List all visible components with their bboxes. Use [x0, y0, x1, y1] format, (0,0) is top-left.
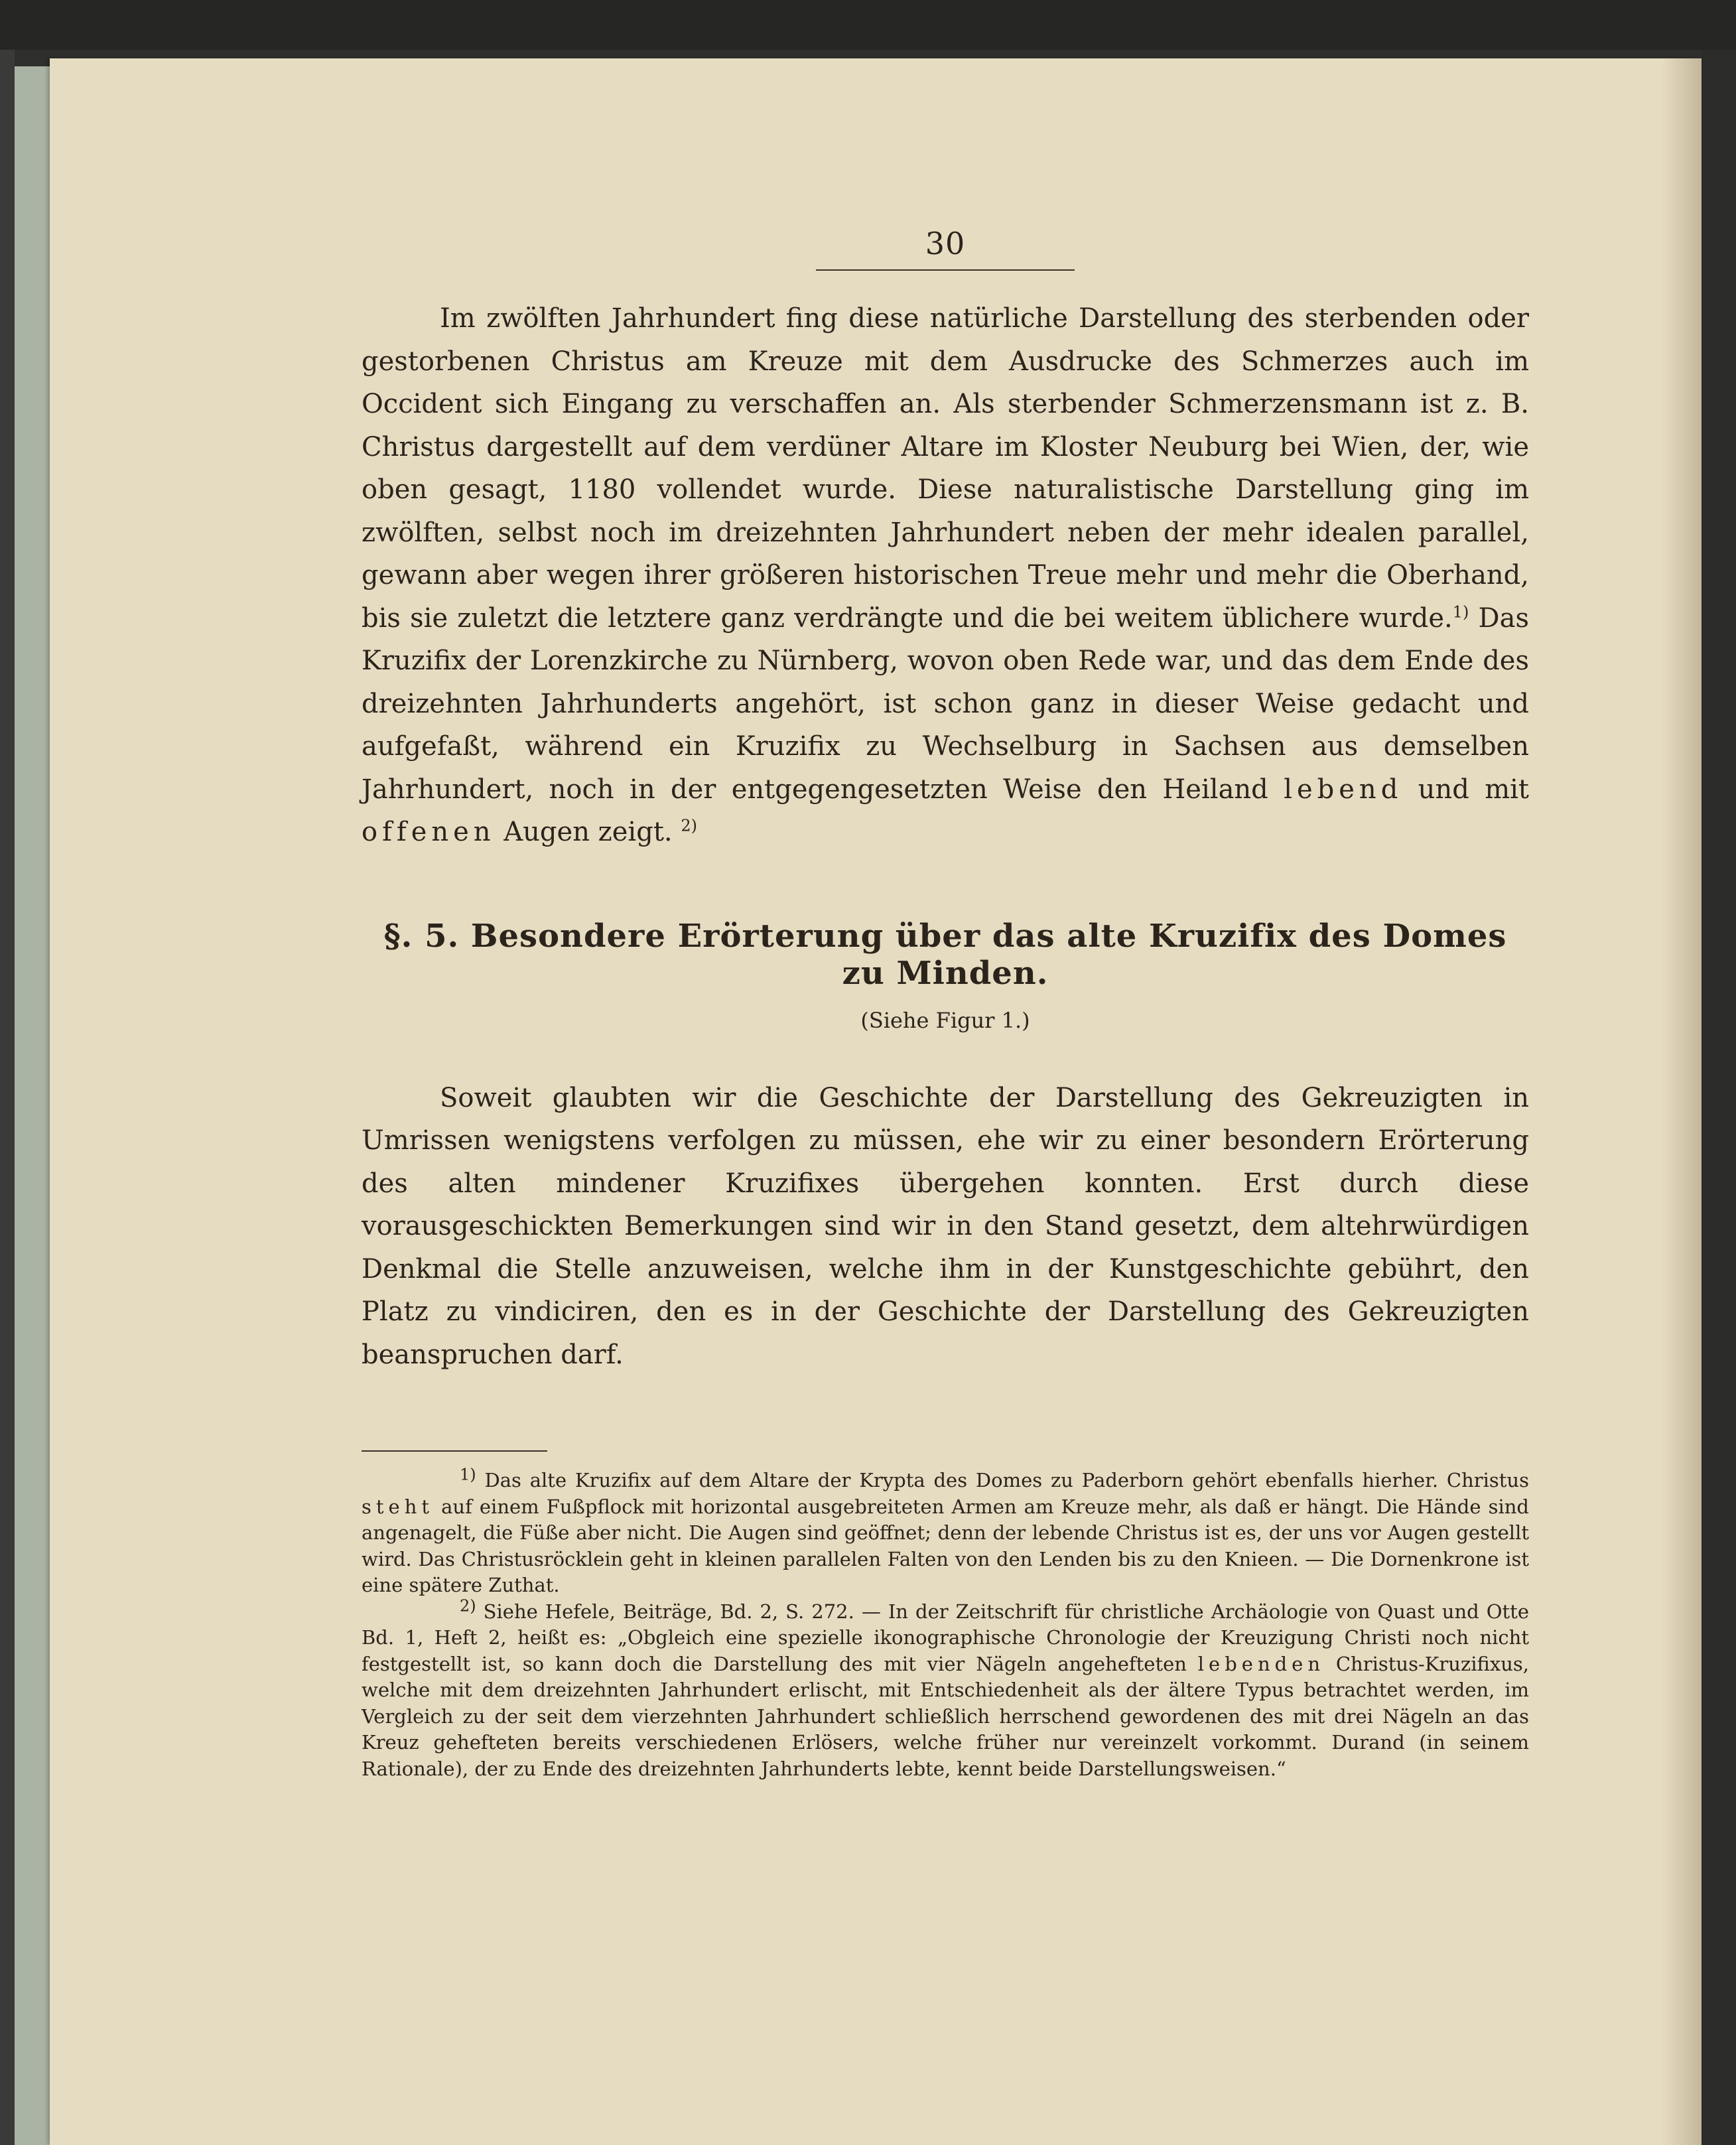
page-number: 30	[925, 226, 966, 261]
paragraph-1-text-b: Das Kruzifix der Lorenzkirche zu Nürnberg, wovon oben Rede war, und das dem Ende des dreizehnten Jahrhunderts angehört, ist schon ganz in dieser Weise gedacht und aufgefaßt, während ein Kruzifix zu Wechselburg in Sachsen aus demselben Jahrhundert, noch in der entgegengesetzten Weise den Heiland	[362, 602, 1529, 805]
footnote-2-marker: 2)	[460, 1596, 476, 1615]
paragraph-2	[362, 1077, 1529, 1377]
section-subheading: (Siehe Figur 1.)	[860, 1007, 1030, 1033]
footnote-rule	[362, 1450, 547, 1452]
footnote-2	[362, 1596, 1529, 1783]
spaced-word-steht: steht	[362, 1495, 434, 1518]
paragraph-1-text-d: Augen zeigt.	[495, 817, 673, 847]
backing-board-edge	[15, 66, 54, 2145]
scan-background-left	[0, 50, 15, 2145]
footnote-2-text-a: Siehe Hefele, Beiträge, Bd. 2, S. 272. — In der Zeitschrift für christliche Archäologie von Quast und Otte Bd. 1, Heft 2, heißt es: „Obgleich eine spezielle ikonographische Chronologie der Kreuzigung Christi noch nicht festgestellt ist, so kann doch die Darstellung des mit vier Nägeln angehefteten	[362, 1600, 1529, 1675]
footnote-1-text-b: auf einem Fußpflock mit horizontal ausgebreiteten Armen am Kreuze mehr, als daß er hängt. Die Hände sind angenagelt, die Füße aber nicht. Die Augen sind geöffnet; denn der lebende Christus ist es, der uns vor Augen gestellt wird. Das Christusröcklein geht in kleinen parallelen Falten von den Lenden bis zu den Knieen. — Die Dornenkrone ist eine spätere Zuthat.	[362, 1495, 1529, 1596]
scan-background-right	[1702, 50, 1736, 2145]
page-content	[362, 226, 1529, 1782]
spaced-word-lebend: lebend	[1284, 774, 1403, 805]
paragraph-1-text-c: und mit	[1402, 774, 1529, 805]
header-rule	[816, 269, 1075, 271]
spaced-word-lebenden: lebenden	[1197, 1652, 1325, 1675]
paragraph-2-text: Soweit glaubten wir die Geschichte der Darstellung des Gekreuzigten in Umrissen wenigstens verfolgen zu müssen, ehe wir zu einer besondern Erörterung des alten mindener Kruzifixes übergehen konnten. Erst durch diese vorausgeschickten Bemerkungen sind wir in den Stand gesetzt, dem altehrwürdigen Denkmal die Stelle anzuweisen, welche ihm in der Kunstgeschichte gebührt, den Platz zu vindiciren, den es in der Geschichte der Darstellung des Gekreuzigten beanspruchen darf.	[362, 1082, 1529, 1370]
section-heading: §. 5. Besondere Erörterung über das alte Kruzifix des Domes zu Minden.	[383, 917, 1507, 992]
paragraph-1-text-a: Im zwölften Jahrhundert fing diese natürliche Darstellung des sterbenden oder gestorbenen Christus am Kreuze mit dem Ausdrucke des Schmerzes auch im Occident sich Eingang zu verschaffen an. Als sterbender Schmerzensmann ist z. B. Christus dargestellt auf dem verdüner Altare im Kloster Neuburg bei Wien, der, wie oben gesagt, 1180 vollendet wurde. Diese naturalistische Darstellung ging im zwölften, selbst noch im dreizehnten Jahrhundert neben der mehr idealen parallel, gewann aber wegen ihrer größeren historischen Treue mehr und mehr die Oberhand, bis sie zuletzt die letztere ganz verdrängte und die bei weitem üblichere wurde.	[362, 303, 1529, 634]
footnote-ref-1: 1)	[1452, 602, 1469, 622]
scan-background-top	[0, 0, 1736, 50]
footnote-1-text-a: Das alte Kruzifix auf dem Altare der Krypta des Domes zu Paderborn gehört ebenfalls hierher. Christus	[476, 1469, 1529, 1491]
page-gutter-shadow	[1662, 58, 1702, 2145]
footnote-2-text-b: Christus-Kruzifixus, welche mit dem dreizehnten Jahrhundert erlischt, mit Entschiedenheit als der ältere Typus betrachtet werden, im Vergleich zu der seit dem vierzehnten Jahrhundert schließlich herrschend gewordenen des mit drei Nägeln an das Kreuz gehefteten bereits verschiedenen Erlösers, welche früher nur vereinzelt vorkommt. Durand (in seinem Rationale), der zu Ende des dreizehnten Jahrhunderts lebte, kennt beide Darstellungsweisen.“	[362, 1652, 1529, 1780]
paragraph-1	[362, 297, 1529, 854]
footnote-1	[362, 1465, 1529, 1599]
spaced-word-offenen: offenen	[362, 817, 496, 847]
footnote-1-marker: 1)	[460, 1465, 476, 1484]
footnote-ref-2: 2)	[681, 816, 697, 835]
